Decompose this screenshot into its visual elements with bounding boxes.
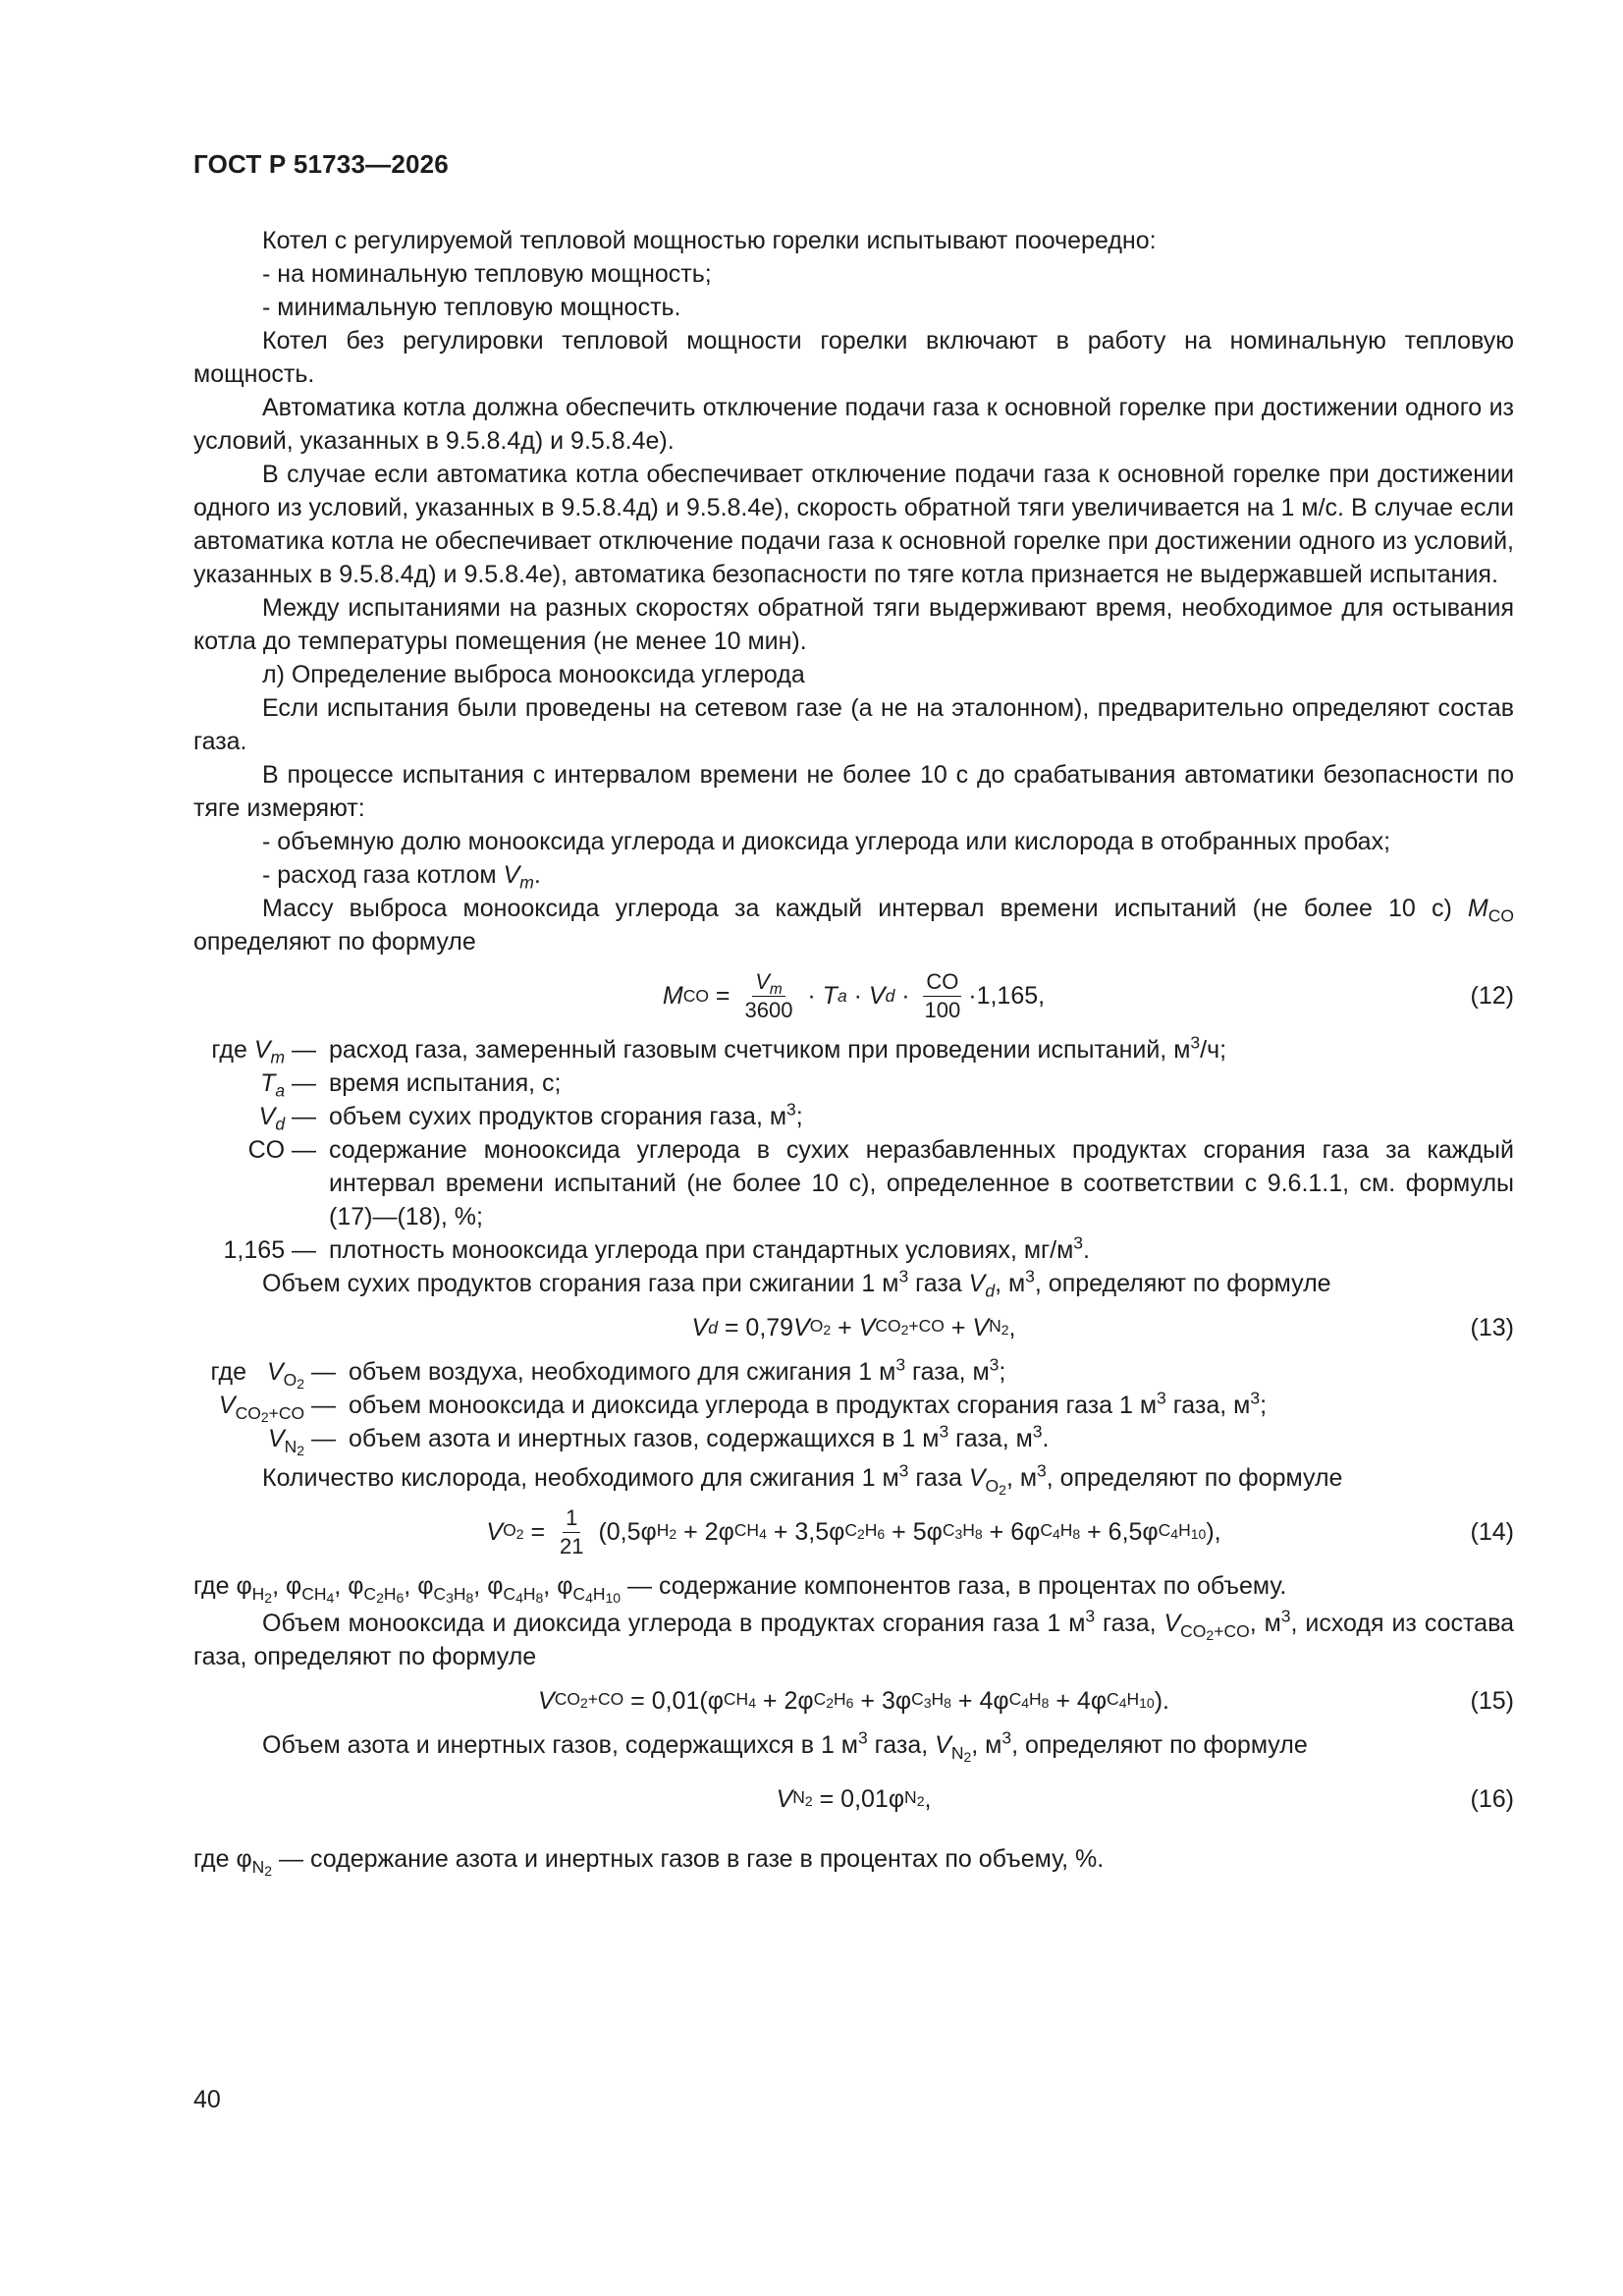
formula-12-legend: где $V_m$ — расход газа, замеренный газовым счетчиком при проведении испытаний, $м^3/ч$; $T_a$ — время испытания, с; $V_d$ — объем сухих продуктов сгорания газа, $м^3$; CO — содержание монооксида углерода в сухих неразбавленных продуктах сгорания газа за каждый интервал времени испытаний (не более 10 с), определенное в соответствии с 9.6.1.1, см. формулы (17)—(18), %; 1,165 — плотность монооксида углерода при стандартных условиях, $мг/м^3$. — [211, 1032, 1514, 1264]
formula-12: M CO = $\frac{V_m}{3600}$ · T a · V d · $\frac{CO}{100}$ ·1,165, (12) — [662, 968, 1514, 1022]
fraction-vm-3600: $\frac{V_m}{3600}$ — [744, 968, 793, 1022]
paragraph: Котел с регулируемой тепловой мощностью горелки испытывают поочередно: — [262, 227, 1157, 254]
document-header: ГОСТ Р 51733—2026 — [193, 149, 449, 179]
formula-number: (13) — [1470, 1314, 1514, 1341]
formula-14: V $O_2$ = $\frac{1}{21}$ (0,5φ $H_2$ + 2φ $CH_4$ + 3,5φ $C_2H_6$ + 5φ $C_3H_8$ + 6φ $C_4H_8$ + 6,5φ $C_4H_{10}$ ), (14) — [486, 1504, 1514, 1558]
section-heading: л) Определение выброса монооксида углерода — [262, 661, 805, 688]
paragraph: Между испытаниями на разных скоростях обратной тяги выдерживают время, необходимое для остывания котла до температуры помещения (не менее 10 мин). — [193, 594, 1514, 655]
list-item: - на номинальную тепловую мощность; — [262, 260, 712, 288]
paragraph: Котел без регулировки тепловой мощности горелки включают в работу на номинальную тепловую мощность. — [193, 327, 1514, 388]
paragraph: Количество кислорода, необходимого для сжигания 1 $м^3$ газа $V_{O_2}$, $м^3$, определяют по формуле — [262, 1460, 1343, 1498]
list-item: - минимальную тепловую мощность. — [262, 294, 681, 321]
formula-16-legend: где $\varphi_{N_2}$ — содержание азота и инертных газов в газе в процентах по объему, %. — [193, 1845, 1105, 1879]
formula-15: V $CO_2+CO$ = 0,01(φ $CH_4$ + 2φ $C_2H_6$ + 3φ $C_3H_8$ + 4φ $C_4H_8$ + 4φ $C_4H_{10}$ ). (15) — [193, 1673, 1514, 1728]
formula-13-legend: где $V_{O_2}$ — объем воздуха, необходимого для сжигания 1 $м^3$ газа, $м^3$; $V_{CO_2+CO}$ — объем монооксида и диоксида углерода в продуктах сгорания газа 1 $м^3$ газа, $м^3$; $V_{N_2}$ — объем азота и инертных газов, содержащихся в 1 $м^3$ газа, $м^3$. — [210, 1354, 1268, 1458]
paragraph: Объем сухих продуктов сгорания газа при сжигании 1 $м^3$ газа $V_d$, $м^3$, определяют по формуле — [262, 1266, 1331, 1301]
list-item: - расход газа котлом $V_m$. — [262, 861, 541, 893]
formula-number: (14) — [1470, 1518, 1514, 1546]
formula-number: (16) — [1470, 1785, 1514, 1813]
formula-number: (12) — [1470, 982, 1514, 1010]
fraction-1-21: $\frac{1}{21}$ — [560, 1504, 584, 1558]
document-body — [193, 224, 1514, 1879]
page-number: 40 — [193, 2086, 221, 2113]
paragraph: Автоматика котла должна обеспечить отключение подачи газа к основной горелке при достижении одного из условий, указанных в 9.5.8.4д) и 9.5.8.4е). — [193, 394, 1514, 455]
formula-number: (15) — [1470, 1687, 1514, 1715]
paragraph: Объем монооксида и диоксида углерода в продуктах сгорания газа 1 $м^3$ газа, $V_{CO_2+CO}$, $м^3$, исходя из состава газа, определяют по формуле — [193, 1606, 1514, 1670]
paragraph: В случае если автоматика котла обеспечивает отключение подачи газа к основной горелке при достижении одного из условий, указанных в 9.5.8.4д) и 9.5.8.4е), скорость обратной тяги увеличивается на 1 м/с. В случае если автоматика котла не обеспечивает отключение подачи газа к основной горелке при достижении одного из условий, указанных в 9.5.8.4д) и 9.5.8.4е), автоматика безопасности по тяге котла признается не выдержавшей испытания. — [193, 461, 1514, 588]
fraction-co-100: $\frac{CO}{100}$ — [924, 968, 961, 1022]
formula-16: V $N_2$ = 0,01φ $N_2$ , (16) — [193, 1762, 1514, 1836]
paragraph: Объем азота и инертных газов, содержащихся в 1 $м^3$ газа, $V_{N_2}$, $м^3$, определяют по формуле — [262, 1727, 1308, 1765]
formula-14-legend: где $\varphi_{H_2}$, $\varphi_{CH_4}$, $\varphi_{C_2H_6}$, $\varphi_{C_3H_8}$, $\varphi_{C_4H_8}$, $\varphi_{C_4H_{10}}$ — содержание компонентов газа, в процентах по объему. — [193, 1572, 1287, 1606]
formula-13: V d = 0,79 V $O_2$ + V $CO_2+CO$ + V $N_2$ , (13) — [193, 1300, 1514, 1355]
paragraph: Если испытания были проведены на сетевом газе (а не на эталонном), предварительно определяют состав газа. — [193, 694, 1514, 755]
paragraph: В процессе испытания с интервалом времени не более 10 с до срабатывания автоматики безопасности по тяге измеряют: — [193, 761, 1514, 822]
paragraph: Массу выброса монооксида углерода за каждый интервал времени испытаний (не более 10 с) $M_{CO}$ определяют по формуле — [193, 895, 1514, 956]
list-item: - объемную долю монооксида углерода и диоксида углерода или кислорода в отобранных пробах; — [262, 828, 1391, 855]
